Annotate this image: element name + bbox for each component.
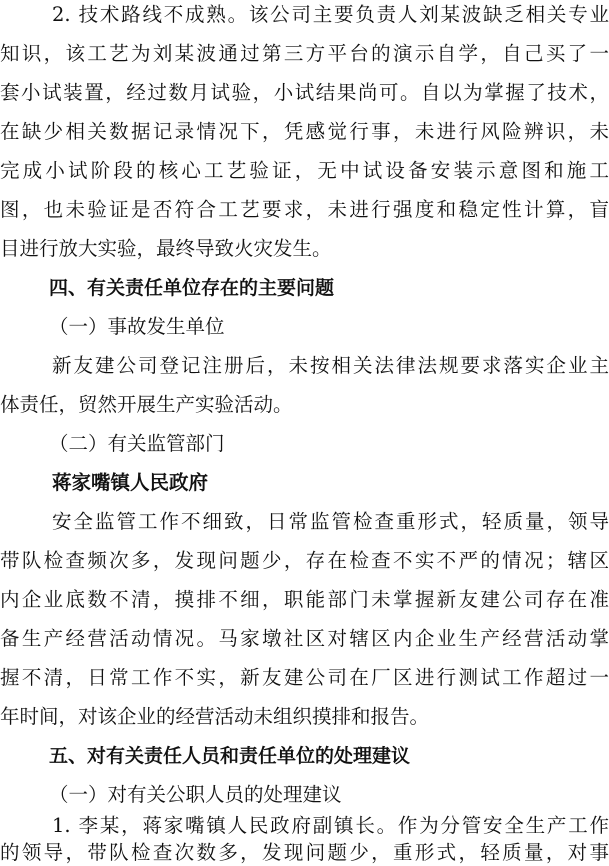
paragraph-line: 体责任，贸然开展生产实验活动。 <box>0 393 293 416</box>
paragraph-line: 新友建公司登记注册后，未按相关法律法规要求落实企业主 <box>52 354 609 377</box>
organization-heading: 蒋家嘴镇人民政府 <box>52 471 209 494</box>
section-heading: 四、有关责任单位存在的主要问题 <box>49 277 335 299</box>
paragraph-line: 年时间，对该企业的经营活动未组织摸排和报告。 <box>0 705 430 728</box>
paragraph-line: 完成小试阶段的核心工艺验证，无中试设备安装示意图和施工 <box>0 159 609 182</box>
paragraph-line: 备生产经营活动情况。马家墩社区对辖区内企业生产经营活动掌 <box>0 627 609 650</box>
subsection-heading: （一）事故发生单位 <box>49 315 225 338</box>
paragraph-line: 安全监管工作不细致，日常监管检查重形式，轻质量，领导 <box>52 510 609 533</box>
paragraph-line: 套小试装置，经过数月试验，小试结果尚可。自以为掌握了技术， <box>0 81 609 104</box>
paragraph-line: 内企业底数不清，摸排不细，职能部门未掌握新友建公司存在准 <box>0 588 609 611</box>
paragraph-line: 带队检查频次多，发现问题少，存在检查不实不严的情况；辖区 <box>0 549 609 572</box>
subsection-heading: （二）有关监管部门 <box>49 432 225 455</box>
paragraph-line: 目进行放大实验，最终导致火灾发生。 <box>0 237 332 260</box>
paragraph-line: 1. 李某，蒋家嘴镇人民政府副镇长。作为分管安全生产工作 <box>52 814 609 837</box>
paragraph-line: 在缺少相关数据记录情况下，凭感觉行事，未进行风险辨识，未 <box>0 120 609 143</box>
paragraph-line: 图，也未验证是否符合工艺要求，未进行强度和稳定性计算，盲 <box>0 198 609 221</box>
subsection-heading: （一）对有关公职人员的处理建议 <box>49 783 342 806</box>
paragraph-line: 握不清，日常工作不实，新友建公司在厂区进行测试工作超过一 <box>0 666 609 689</box>
section-heading: 五、对有关责任人员和责任单位的处理建议 <box>49 745 411 767</box>
paragraph-line: 知识，该工艺为刘某波通过第三方平台的演示自学，自己买了一 <box>0 42 609 65</box>
paragraph-line: 的领导，带队检查次数多，发现问题少，重形式，轻质量，对事 <box>0 841 609 864</box>
paragraph-line: 2. 技术路线不成熟。该公司主要负责人刘某波缺乏相关专业 <box>52 3 609 26</box>
